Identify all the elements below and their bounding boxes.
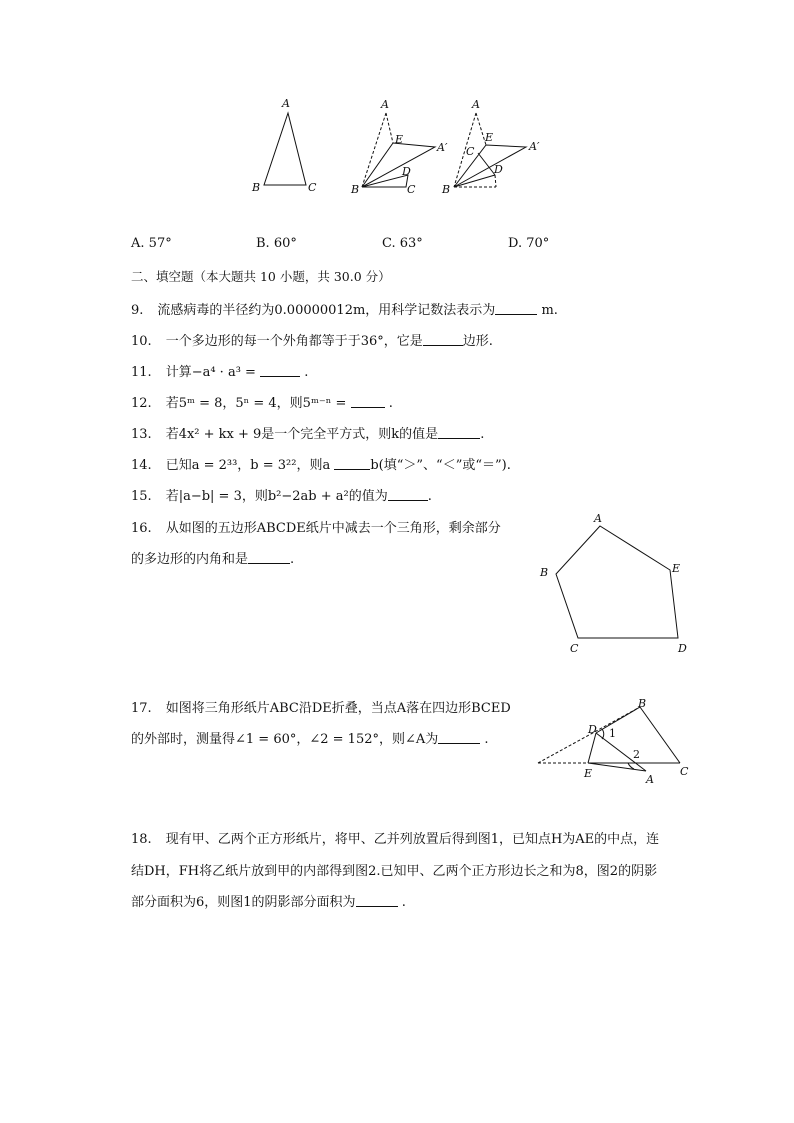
label-e2: E: [395, 133, 404, 146]
label-e3: E: [485, 131, 494, 144]
fold-label-d: D: [588, 723, 597, 736]
section-title: 二、填空题（本大题共 10 小题，共 30.0 分）: [131, 269, 391, 284]
question-15: 15. 若|a−b| = 3，则b²−2ab + a²的值为 .: [131, 489, 432, 504]
choice-b: B. 60°: [256, 236, 297, 251]
question-18-line3: 部分面积为6，则图1的阴影部分面积为 .: [131, 895, 406, 910]
triangle-abc: [264, 113, 306, 185]
question-9: 9. 流感病毒的半径约为0.00000012m，用科学记数法表示为 m.: [131, 303, 558, 318]
question-16-line2: 的多边形的内角和是 .: [131, 552, 295, 567]
question-17-line2: 的外部时，测量得∠1 = 60°，∠2 = 152°，则∠A为 .: [131, 732, 489, 747]
pentagon-label-e: E: [672, 562, 681, 575]
label-d2: D: [402, 165, 411, 178]
folded-triangle: [362, 143, 435, 187]
question-18-line1: 18. 现有甲、乙两个正方形纸片，将甲、乙并列放置后得到图1，已知点H为AE的中点，连: [131, 832, 660, 847]
choice-c: C. 63°: [382, 236, 423, 251]
fold-label-a: A: [646, 773, 654, 786]
question-16-line1: 16. 从如图的五边形ABCDE纸片中减去一个三角形，剩余部分: [131, 521, 501, 536]
angle-2-arc: [628, 763, 634, 769]
choice-a: A. 57°: [131, 236, 172, 251]
label-a2: A: [381, 98, 389, 111]
question-13: 13. 若4x² + kx + 9是一个完全平方式，则k的值是 .: [131, 427, 485, 442]
fold-figure: [530, 695, 700, 790]
label-b3: B: [442, 183, 451, 196]
label-ap2: A′: [437, 141, 448, 154]
fold-label-2: 2: [633, 748, 640, 761]
dashed-cd3: [495, 175, 496, 187]
choice-d: D. 70°: [508, 236, 550, 251]
label-a: A: [282, 97, 290, 110]
triangle-figures: [240, 95, 550, 205]
folded-triangle3: [454, 145, 526, 187]
pentagon-label-a: A: [594, 512, 602, 525]
question-14: 14. 已知a = 2³³，b = 3²²，则a b(填“＞”、“＜”或“＝”).: [131, 458, 511, 473]
label-a3: A: [472, 98, 480, 111]
label-c: C: [308, 181, 317, 194]
label-b: B: [252, 181, 261, 194]
question-18-line2: 结DH，FH将乙纸片放到甲的内部得到图2.已知甲、乙两个正方形边长之和为8，图2的阴影: [131, 864, 658, 879]
pentagon-label-b: B: [540, 566, 549, 579]
question-12: 12. 若5ᵐ = 8，5ⁿ = 4，则5ᵐ⁻ⁿ = .: [131, 396, 393, 411]
dashed-ae: [386, 113, 393, 143]
label-c2: C: [407, 183, 416, 196]
pentagon-abcde: [556, 526, 681, 638]
fold-label-e: E: [584, 767, 593, 780]
label-d3: D: [494, 163, 503, 176]
label-c3: C: [466, 145, 475, 158]
fold-label-b: B: [638, 697, 647, 710]
side-bc: [640, 707, 680, 763]
pentagon-figure: [530, 510, 700, 660]
fold-label-1: 1: [609, 727, 616, 740]
question-10: 10. 一个多边形的每一个外角都等于于36°，它是 边形.: [131, 334, 493, 349]
pentagon-label-d: D: [678, 642, 687, 655]
fold-label-c: C: [680, 765, 689, 778]
label-ap3: A′: [529, 140, 540, 153]
question-17-line1: 17. 如图将三角形纸片ABC沿DE折叠，当点A落在四边形BCED: [131, 701, 511, 716]
line-bd3: [454, 175, 495, 187]
question-11: 11. 计算−a⁴ · a³ = .: [131, 365, 309, 380]
pentagon-label-c: C: [570, 642, 579, 655]
fold-de: [588, 733, 596, 763]
label-b2: B: [351, 183, 360, 196]
